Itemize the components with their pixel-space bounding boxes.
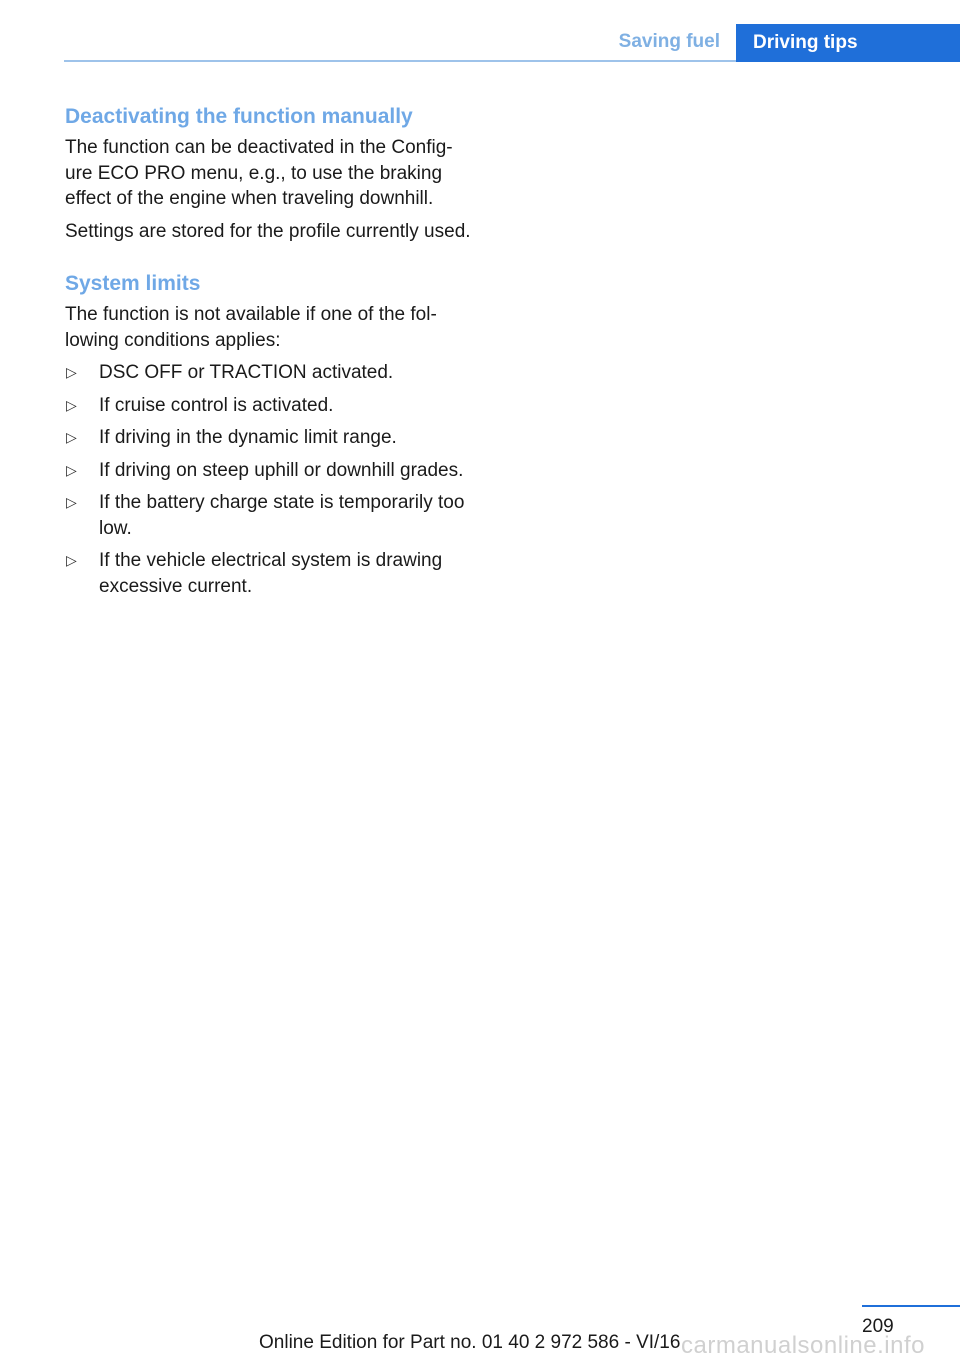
list-item-text: If driving on steep uphill or downhill grades. xyxy=(99,459,464,481)
watermark: carmanualsonline.info xyxy=(681,1332,925,1359)
section-tab-label: Saving fuel xyxy=(618,31,720,52)
limits-list xyxy=(65,360,485,599)
triangle-right-icon: ▷ xyxy=(66,461,77,478)
triangle-right-icon: ▷ xyxy=(66,552,77,568)
paragraph-deactivate-menu: The function can be deactivated in the Config‐ ure ECO PRO menu, e.g., to use the braking effect of the engine when traveling downhill. xyxy=(65,137,453,209)
chapter-tab[interactable] xyxy=(736,24,960,62)
list-item-text: DSC OFF or TRACTION activated. xyxy=(99,362,394,383)
footer-rule xyxy=(862,1305,960,1307)
page-content xyxy=(65,103,485,606)
triangle-right-icon: ▷ xyxy=(66,396,77,413)
triangle-right-icon: ▷ xyxy=(66,364,77,380)
list-item-text: If cruise control is activated. xyxy=(99,394,334,416)
triangle-right-icon: ▷ xyxy=(66,429,77,445)
list-item xyxy=(65,425,485,451)
section-tab[interactable] xyxy=(600,24,736,60)
edition-footer-text: Online Edition for Part no. 01 40 2 972 586 - VI/16 xyxy=(259,1332,681,1353)
list-item xyxy=(65,393,485,419)
list-item xyxy=(65,548,485,599)
triangle-right-icon: ▷ xyxy=(66,494,77,510)
list-item xyxy=(65,360,485,386)
page-number: 209 xyxy=(862,1316,894,1337)
section-heading-system-limits: System limits xyxy=(65,272,201,295)
section-heading-deactivating: Deactivating the function manually xyxy=(65,105,413,128)
list-item xyxy=(65,490,485,541)
chapter-tab-label: Driving tips xyxy=(753,32,858,53)
list-item-text: If the vehicle electrical system is drawing excessive current. xyxy=(99,550,443,597)
paragraph-settings-profile: Settings are stored for the profile currently used. xyxy=(65,220,471,242)
paragraph-limits-intro: The function is not available if one of the fol‐ lowing conditions applies: xyxy=(65,304,437,351)
list-item-text: If driving in the dynamic limit range. xyxy=(99,427,397,448)
list-item xyxy=(65,458,485,484)
list-item-text: If the battery charge state is temporarily too low. xyxy=(99,492,465,539)
